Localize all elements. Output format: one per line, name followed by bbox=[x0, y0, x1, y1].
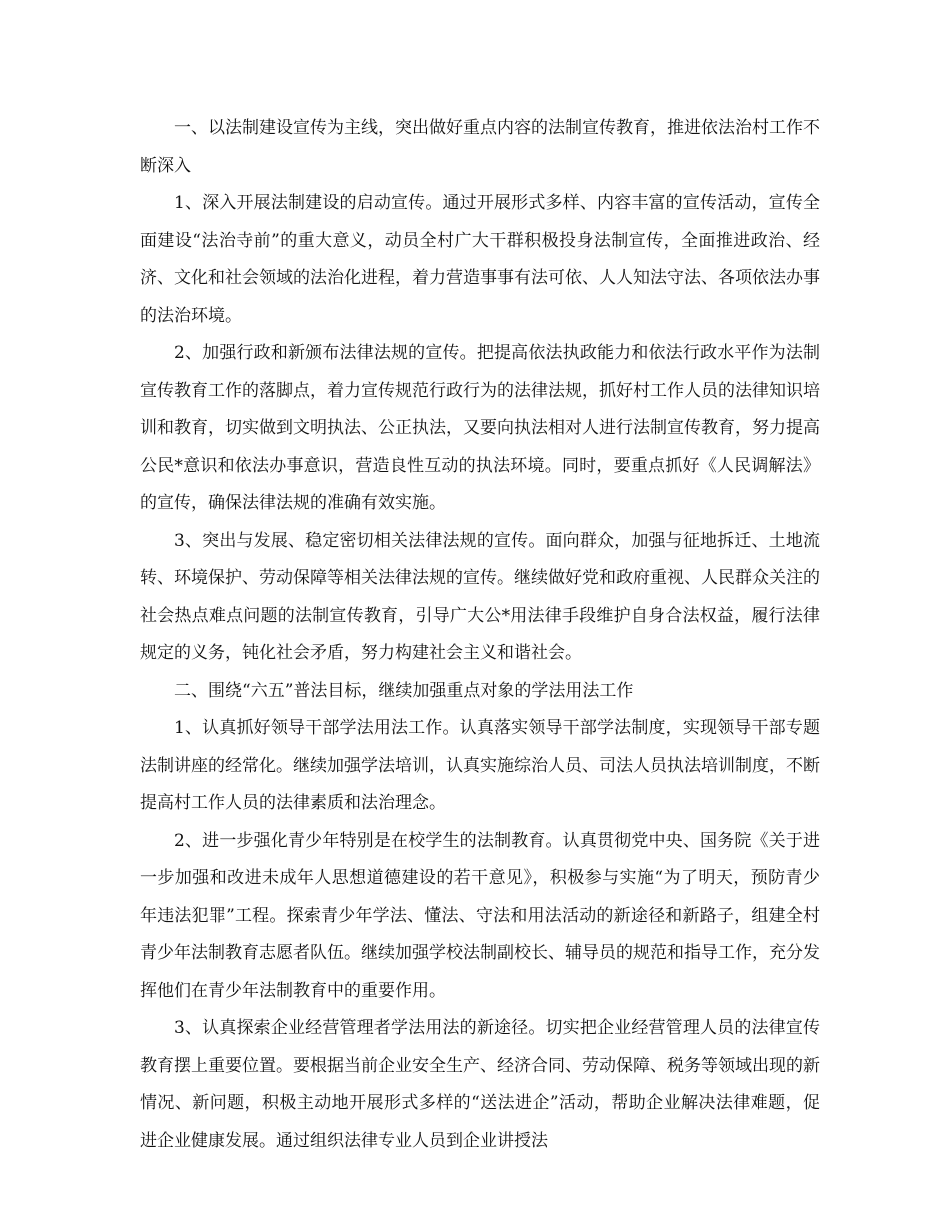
section-heading-2: 二、围绕“六五”普法目标，继续加强重点对象的学法用法工作 bbox=[174, 680, 634, 701]
paragraph-1-1: 1、深入开展法制建设的启动宣传。通过开展形式多样、内容丰富的宣传活动，宣传全面建设“法治寺前”的重大意义，动员全村广大干群积极投身法制宣传，全面推进政治、经济、文化和社会领域的法治化进程，着力营造事事有法可依、人人知法守法、各项依法办事的法治环境。 bbox=[140, 193, 820, 326]
paragraph-1-2: 2、加强行政和新颁布法律法规的宣传。把提高依法执政能力和依法行政水平作为法制宣传教育工作的落脚点，着力宣传规范行政行为的法律法规，抓好村工作人员的法律知识培训和教育，切实做到文明执法、公正执法，又要向执法相对人进行法制宣传教育，努力提高公民*意识和依法办事意识，营造良性互动的执法环境。同时，要重点抓好《人民调解法》的宣传，确保法律法规的准确有效实施。 bbox=[140, 343, 820, 513]
paragraph-2-1: 1、认真抓好领导干部学法用法工作。认真落实领导干部学法制度，实现领导干部专题法制讲座的经常化。继续加强学法培训，认真实施综治人员、司法人员执法培训制度，不断提高村工作人员的法律素质和法治理念。 bbox=[140, 718, 820, 813]
paragraph-2-3: 3、认真探索企业经营管理者学法用法的新途径。切实把企业经营管理人员的法律宣传教育摆上重要位置。要根据当前企业安全生产、经济合同、劳动保障、税务等领域出现的新情况、新问题，积极主动地开展形式多样的“送法进企”活动，帮助企业解决法律难题，促进企业健康发展。通过组织法律专业人员到企业讲授法 bbox=[140, 1018, 820, 1151]
document-body bbox=[140, 110, 820, 1160]
section-heading-1: 一、以法制建设宣传为主线，突出做好重点内容的法制宣传教育，推进依法治村工作不断深入 bbox=[140, 118, 820, 176]
paragraph-1-3: 3、突出与发展、稳定密切相关法律法规的宣传。面向群众，加强与征地拆迁、土地流转、环境保护、劳动保障等相关法律法规的宣传。继续做好党和政府重视、人民群众关注的社会热点难点问题的法制宣传教育，引导广大公*用法律手段维护自身合法权益，履行法律规定的义务，钝化社会矛盾，努力构建社会主义和谐社会。 bbox=[140, 530, 820, 663]
paragraph-2-2: 2、进一步强化青少年特别是在校学生的法制教育。认真贯彻党中央、国务院《关于进一步加强和改进未成年人思想道德建设的若干意见》，积极参与实施“为了明天，预防青少年违法犯罪”工程。探索青少年学法、懂法、守法和用法活动的新途径和新路子，组建全村青少年法制教育志愿者队伍。继续加强学校法制副校长、辅导员的规范和指导工作，充分发挥他们在青少年法制教育中的重要作用。 bbox=[140, 830, 820, 1001]
